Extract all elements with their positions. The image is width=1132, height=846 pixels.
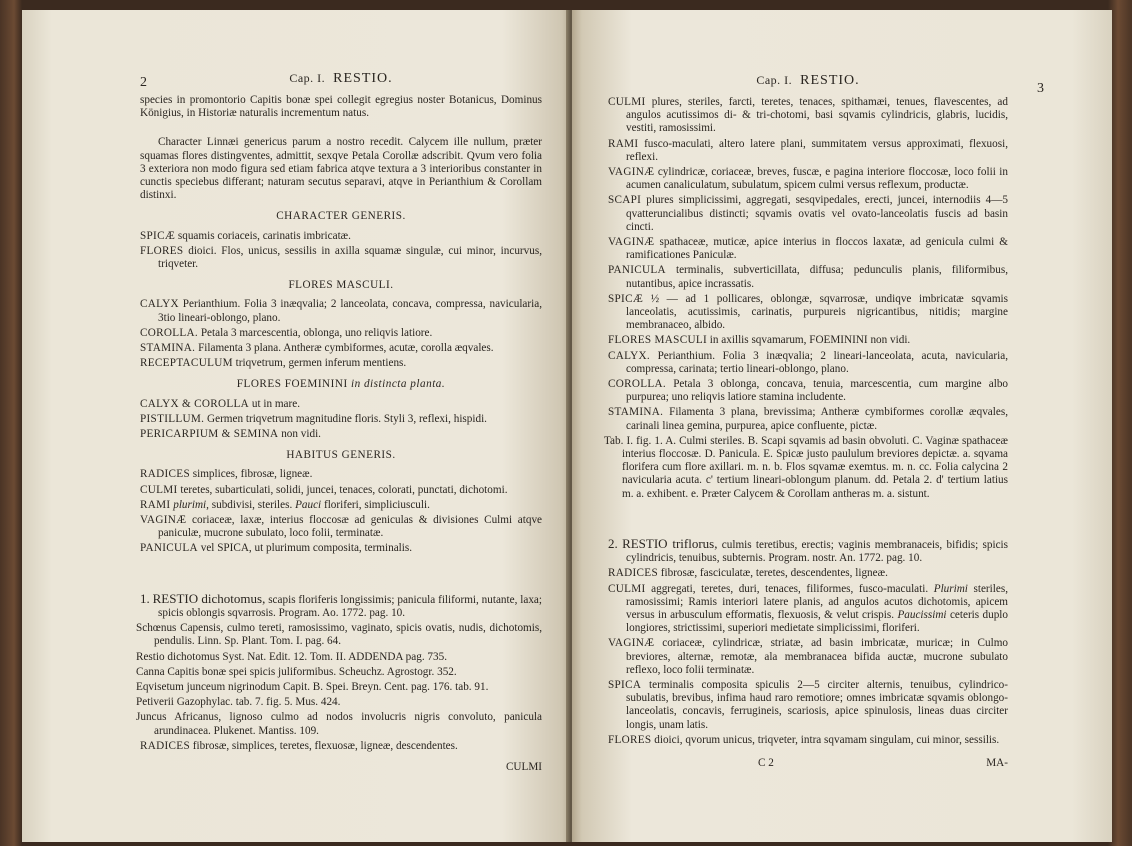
- right-catchword: MA-: [986, 756, 1008, 769]
- spica-line: SPICA terminalis composita spiculis 2—5 circiter alternis, tenuibus, cylindrico-subulatis, brevibus, infima haud raro remotiore; omnes imbricatæ sqvamis oblongo-lanceolatis, concavis, ferrugineis, scariosis, apice spinulosis, lineas duas circiter longis, unam latis.: [608, 678, 1008, 731]
- spicae-line: SPICÆ squamis coriaceis, carinatis imbricatæ.: [140, 229, 351, 242]
- flores-line: FLORES dioici. Flos, unicus, sessilis in axilla squamæ singulæ, cui minor, incurvus, triqveter.: [140, 244, 542, 271]
- radices-2-line: RADICES fibrosæ, simplices, teretes, flexuosæ, ligneæ, descendentes.: [140, 739, 458, 752]
- calyx-line: CALYX. Perianthium. Folia 3 inæqvalia; 2 lineari-lanceolata, acuta, navicularia, compressa, carinata; tertio lineari-oblongo, plano.: [608, 349, 1008, 375]
- right-running-head-title: RESTIO.: [800, 73, 860, 88]
- spicae-line: SPICÆ ½ — ad 1 pollicares, oblongæ, sqvarrosæ, undiqve imbricatæ sqvamis lanceolatis, acutissimis, carinatis, purpureis nigricantibus, nitidis; margine membranaceo, albido.: [608, 292, 1008, 332]
- masculi-heading: FLORES MASCULI.: [288, 279, 394, 292]
- right-page-text: [604, 70, 1044, 770]
- plate-legend: Tab. I. fig. 1. A. Culmi steriles. B. Scapi sqvamis ad basin obvoluti. C. Vaginæ spathaceæ interius floccosæ. D. Panicula. E. Spicæ justo paululum breviores depictæ. a. sqvama florifera cum flore axillari. m. n. b. Flos sqvamæ exemtus. m. n. cc. Folia calycina 2 navicularia acuta. c' tertium lineari-oblongum planum. dd. Petala 2. d' tertium latius m. a. exhibent. e. Præter Calycem & Corollam antheras m. a. sistunt.: [604, 434, 1008, 500]
- vaginae-2-line: VAGINÆ spathaceæ, muticæ, apice interius in floccos laxatæ, ad genicula culmi & ramificationes Paniculæ.: [608, 236, 1008, 262]
- character-paragraph: Character Linnæi genericus parum a nostro recedit. Calycem ille nullum, præter squamas flores distingventes, admittit, sexqve Petala Corollæ adscribit. Qvum vero folia 3 exteriora non modo figura sed etiam fabrica atqve textura a 3 interioribus constanter in cunctis speciebus differant; naturam secutus separavi, atqve in Perianthium & Corollam distinxi.: [140, 136, 542, 202]
- synonym-1: Schœnus Capensis, culmo tereti, ramosissimo, vaginato, spicis ovatis, nudis, dichotomis, pendulis. Linn. Sp. Plant. Tom. I. pag. 64.: [136, 622, 542, 648]
- left-running-head: [140, 68, 542, 94]
- intro-paragraph: species in promontorio Capitis bonæ spei collegit egregius noster Botanicus, Dominus Königius, in Historiæ naturalis incrementum natus.: [140, 94, 542, 120]
- corolla-line: COROLLA. Petala 3 oblonga, concava, tenuia, marcescentia, cum margine albo purpurea; uno reliqvis latiore stamina includente.: [608, 378, 1009, 404]
- left-page-text: [136, 68, 543, 776]
- culmi-line: CULMI teretes, subarticulati, solidi, juncei, tenaces, colorati, punctati, dichotomi.: [140, 483, 508, 496]
- character-heading: CHARACTER GENERIS.: [276, 210, 406, 223]
- rami-line: RAMI fusco-maculati, altero latere plani, summitatem versus approximati, flexuosi, reflexi.: [608, 137, 1008, 163]
- scapi-line: SCAPI plures simplicissimi, aggregati, sesqvipedales, erecti, juncei, internodiis 4—5 qvatteruncialibus distincti; sqvamis ovatis vel ovato-lanceolatis fuscis ad basin cincti.: [608, 194, 1008, 233]
- habitus-heading: HABITUS GENERIS.: [286, 449, 396, 462]
- right-page-number: 3: [1037, 81, 1044, 96]
- pistillum-line: PISTILLUM. Germen triqvetrum magnitudine floris. Styli 3, reflexi, hispidi.: [140, 412, 487, 425]
- stamina-line: STAMINA. Filamenta 3 plana. Antheræ cymbiformes, acutæ, corolla æqvales.: [140, 342, 494, 355]
- calyx-line: CALYX Perianthium. Folia 3 inæqvalia; 2 lanceolata, concava, compressa, navicularia, 3tio lineari-oblongo, plano.: [140, 298, 542, 324]
- vaginae-line: VAGINÆ cylindricæ, coriaceæ, breves, fuscæ, e pagina interiore floccosæ, loco folii in acumen canaliculatum, subulatum, spicem culmi versus reflexum, productæ.: [608, 166, 1008, 192]
- synonym-4: Eqvisetum junceum nigrinodum Capit. B. Spei. Breyn. Cent. pag. 176. tab. 91.: [136, 680, 489, 693]
- culmi-line: CULMI plures, steriles, farcti, teretes, tenaces, spithamæi, tenues, flavescentes, ad angulos acutissimos di- & tri-chotomi, basi sqvamis cylindricis, glabris, lucidis, vestiti, ramosissimi.: [608, 96, 1008, 135]
- left-page: [22, 10, 570, 842]
- stamina-line: STAMINA. Filamenta 3 plana, brevissima; Antheræ cymbiformes corollæ æqvales, carinali linea gemina, purpurea, apice confluente, pictæ.: [608, 406, 1008, 432]
- left-page-number: 2: [140, 75, 147, 90]
- vaginae-3-line: VAGINÆ coriaceæ, cylindricæ, striatæ, ad basin imbricatæ, muricæ; in Culmo breviores, alternæ, remotæ, ala membranacea bifida auctæ, mucrone subulato reflexo, loco folii terminatæ.: [608, 637, 1008, 676]
- left-running-head-cap: Cap. I.: [289, 71, 326, 85]
- signature-mark: C 2: [758, 756, 774, 769]
- entry-2-title: 2. RESTIO triflorus, culmis teretibus, erectis; vaginis membranaceis, bifidis; spicis cylindricis, tenuibus, subternis. Program. nostr. An. 1772. pag. 10.: [608, 535, 1009, 565]
- vaginae-line: VAGINÆ coriaceæ, laxæ, interius floccosæ ad geniculas & divisiones Culmi atqve paniculæ, mucrone subulato, loco folii, terminatæ.: [140, 514, 543, 540]
- radices-line: RADICES fibrosæ, fasciculatæ, teretes, descendentes, ligneæ.: [608, 567, 888, 580]
- left-catchword: CULMI: [505, 760, 542, 773]
- feminini-heading: FLORES FOEMININI in distincta planta.: [236, 378, 446, 391]
- left-running-head-title: RESTIO.: [333, 71, 393, 86]
- synonym-5: Petiverii Gazophylac. tab. 7. fig. 5. Mus. 424.: [136, 696, 341, 709]
- corolla-line: COROLLA. Petala 3 marcescentia, oblonga, uno reliqvis latiore.: [140, 326, 433, 339]
- panicula-line: PANICULA terminalis, subverticillata, diffusa; pedunculis planis, filiformibus, nutantibus, apice incrassatis.: [608, 264, 1008, 290]
- synonym-3: Canna Capitis bonæ spei spicis juliformibus. Scheuchz. Agrostogr. 352.: [136, 665, 457, 678]
- flores-2-line: FLORES dioici, qvorum unicus, triqveter, intra sqvamam singulam, cui minor, sessilis.: [608, 733, 1000, 746]
- receptaculum-line: RECEPTACULUM triqvetrum, germen inferum mentiens.: [140, 357, 407, 370]
- entry-1-title: 1. RESTIO dichotomus, scapis floriferis longissimis; panicula filiformi, nutante, laxa; spicis oblongis sqvarrosis. Program. Ao. 1772. pag. 10.: [140, 590, 542, 619]
- culmi-2-line: CULMI aggregati, teretes, duri, tenaces, filiformes, fusco-maculati. Plurimi steriles, ramosissimi; Ramis interiori latere planis, ad angulos acutos dichotomis, apicem versus in arbusculum efformatis, flexuosis, & velut crispis. Paucissimi ceteris duplo longiores, strictissimi, superiori medietate simplicissimi, floriferi.: [608, 582, 1009, 635]
- right-running-head-cap: Cap. I.: [756, 73, 793, 87]
- synonym-2: Restio dichotomus Syst. Nat. Edit. 12. Tom. II. ADDENDA pag. 735.: [136, 650, 448, 663]
- pericarpium-line: PERICARPIUM & SEMINA non vidi.: [140, 428, 321, 441]
- right-running-head: [608, 70, 1044, 96]
- page-footer: [608, 757, 1008, 770]
- radices-line: RADICES simplices, fibrosæ, ligneæ.: [140, 468, 313, 481]
- right-page: [572, 10, 1112, 842]
- rami-line: RAMI plurimi, subdivisi, steriles. Pauci floriferi, simpliciusculi.: [140, 498, 430, 511]
- calyx-corolla-line: CALYX & COROLLA ut in mare.: [140, 397, 300, 410]
- flores-line: FLORES MASCULI in axillis sqvamarum, FOEMININI non vidi.: [608, 334, 911, 347]
- panicula-line: PANICULA vel SPICA, ut plurimum composita, terminalis.: [140, 542, 413, 555]
- synonym-6: Juncus Africanus, lignoso culmo ad nodos involucris nigris convoluto, panicula arundinacea. Plukenet. Mantiss. 109.: [136, 711, 542, 737]
